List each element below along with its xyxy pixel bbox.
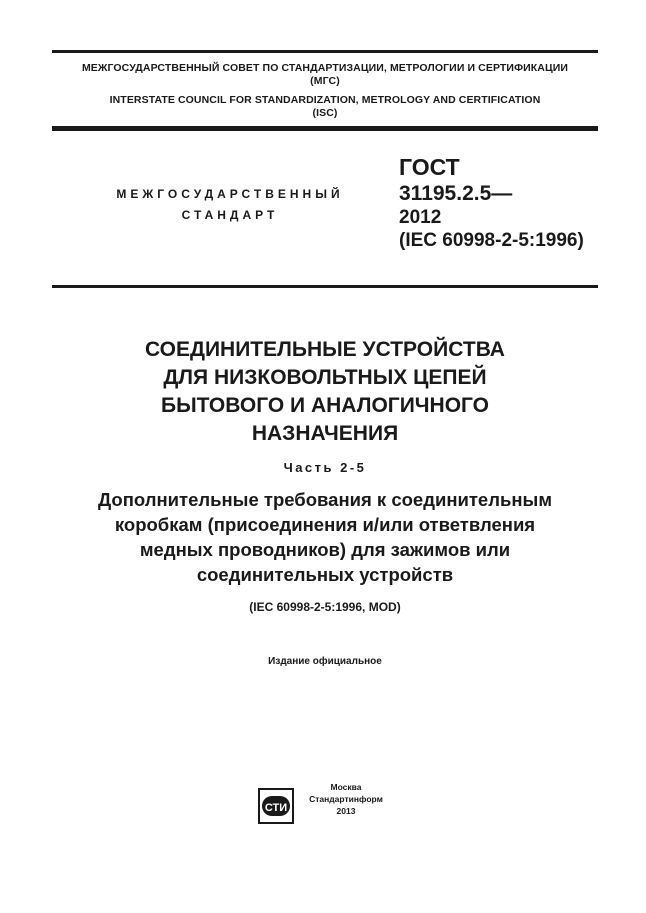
header-rule xyxy=(52,126,598,131)
title-line: БЫТОВОГО И АНАЛОГИЧНОГО xyxy=(160,394,490,417)
gost-number: 31195.2.5— xyxy=(399,182,513,205)
gost-label: ГОСТ xyxy=(399,154,460,180)
publisher-year: 2013 xyxy=(336,806,356,816)
iec-modification-reference: (IEC 60998-2-5:1996, MOD) xyxy=(249,600,401,614)
council-name-en xyxy=(52,94,598,120)
official-edition-label: Издание официальное xyxy=(268,656,382,667)
document-title xyxy=(60,336,590,448)
part-number: Часть 2-5 xyxy=(283,460,367,475)
council-name-ru xyxy=(52,62,598,88)
interstate-line2: СТАНДАРТ xyxy=(181,208,279,222)
publisher-city: Москва xyxy=(330,782,362,792)
subtitle-line: Дополнительные требования к соединительным xyxy=(98,489,552,510)
council-ru-line2: (МГС) xyxy=(310,75,340,87)
council-ru-line1: МЕЖГОСУДАРСТВЕННЫЙ СОВЕТ ПО СТАНДАРТИЗАЦИИ, МЕТРОЛОГИИ И СЕРТИФИКАЦИИ xyxy=(81,62,569,74)
standartinform-logo-icon xyxy=(258,788,294,824)
publisher-info xyxy=(298,781,394,817)
logo-text: СТИ xyxy=(264,802,288,814)
title-line: НАЗНАЧЕНИЯ xyxy=(251,422,399,445)
gost-year: 2012 xyxy=(399,207,442,228)
council-en-line2: (ISC) xyxy=(312,107,338,119)
gost-iec-reference: (IEC 60998-2-5:1996) xyxy=(399,230,584,251)
document-subtitle xyxy=(40,487,610,587)
subtitle-line: соединительных устройств xyxy=(196,564,454,585)
interstate-standard-label xyxy=(100,184,360,226)
council-en-line1: INTERSTATE COUNCIL FOR STANDARDIZATION, METROLOGY AND CERTIFICATION xyxy=(109,94,541,106)
title-line: ДЛЯ НИЗКОВОЛЬТНЫХ ЦЕПЕЙ xyxy=(163,366,487,389)
top-rule xyxy=(52,50,598,53)
gost-designation xyxy=(399,154,584,252)
subtitle-line: коробкам (присоединения и/или ответвления xyxy=(114,514,536,535)
publisher-name: Стандартинформ xyxy=(309,794,383,804)
subtitle-line: медных проводников) для зажимов или xyxy=(139,539,511,560)
designation-rule xyxy=(52,285,598,288)
interstate-line1: МЕЖГОСУДАРСТВЕННЫЙ xyxy=(116,187,344,201)
title-line: СОЕДИНИТЕЛЬНЫЕ УСТРОЙСТВА xyxy=(145,338,505,361)
